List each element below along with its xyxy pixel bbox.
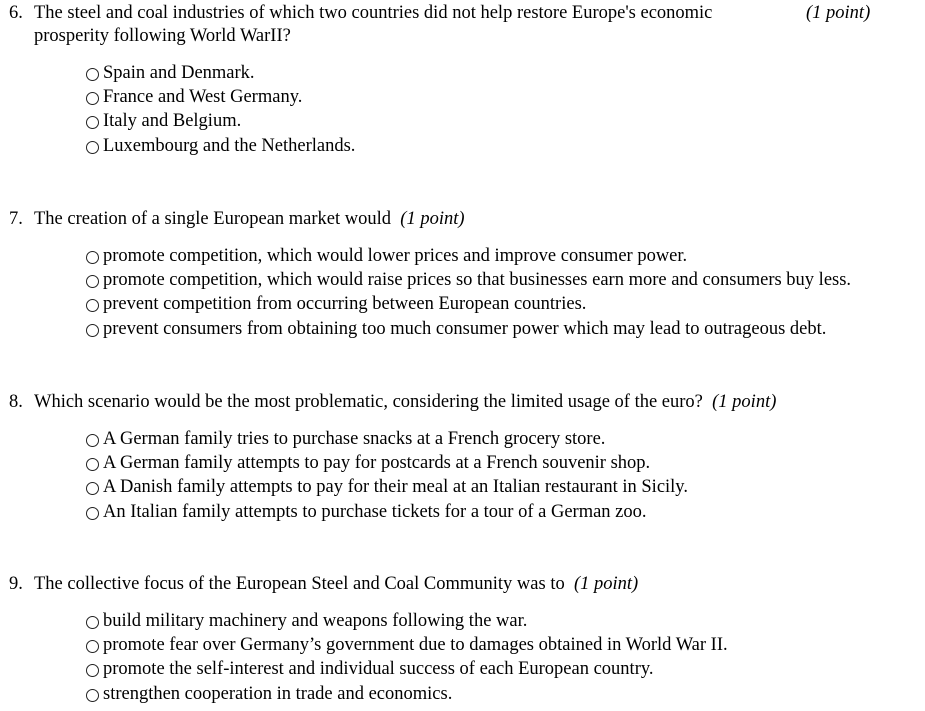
answer-option-label: Spain and Denmark. (103, 62, 255, 83)
answer-option[interactable] (86, 658, 728, 682)
answer-option[interactable] (86, 317, 851, 341)
question-text-with-points (34, 208, 465, 231)
answer-options (86, 244, 851, 341)
answer-option-label: strengthen cooperation in trade and economics. (103, 683, 453, 704)
answer-option-label: A German family attempts to pay for postcards at a French souvenir shop. (103, 452, 651, 473)
question-points: (1 point) (573, 574, 639, 594)
question-number: 6. (9, 3, 23, 23)
radio-button-icon[interactable] (86, 616, 99, 629)
answer-option[interactable] (86, 134, 355, 158)
question-text-continued: prosperity following World WarII? (34, 26, 291, 46)
answer-options (86, 427, 688, 524)
answer-option[interactable] (86, 682, 728, 706)
answer-option-label: A Danish family attempts to pay for their meal at an Italian restaurant in Sicily. (103, 477, 688, 498)
answer-option-label: promote competition, which would lower prices and improve consumer power. (103, 245, 688, 266)
question-number: 8. (9, 392, 23, 412)
radio-button-icon[interactable] (86, 507, 99, 520)
answer-option[interactable] (86, 61, 355, 85)
answer-option-label: build military machinery and weapons following the war. (103, 610, 528, 631)
question-text-with-points (34, 573, 638, 596)
radio-button-icon[interactable] (86, 482, 99, 495)
answer-options (86, 61, 355, 158)
answer-option[interactable] (86, 500, 688, 524)
answer-option-label: Luxembourg and the Netherlands. (103, 135, 356, 156)
answer-option[interactable] (86, 293, 851, 317)
radio-button-icon[interactable] (86, 141, 99, 154)
answer-option-label: An Italian family attempts to purchase tickets for a tour of a German zoo. (103, 501, 647, 522)
answer-option[interactable] (86, 609, 728, 633)
radio-button-icon[interactable] (86, 458, 99, 471)
answer-option[interactable] (86, 451, 688, 475)
radio-button-icon[interactable] (86, 251, 99, 264)
question-number: 7. (9, 209, 23, 229)
answer-option[interactable] (86, 85, 355, 109)
answer-option[interactable] (86, 427, 688, 451)
question-points: (1 point) (712, 392, 777, 412)
radio-button-icon[interactable] (86, 68, 99, 81)
answer-option-label: prevent competition from occurring between European countries. (103, 294, 587, 315)
radio-button-icon[interactable] (86, 640, 99, 653)
answer-option[interactable] (86, 476, 688, 500)
question-text: The creation of a single European market would (34, 209, 392, 229)
question-text: The steel and coal industries of which two countries did not help restore Europe's economic (34, 3, 713, 23)
answer-options (86, 609, 728, 706)
radio-button-icon[interactable] (86, 92, 99, 105)
answer-option[interactable] (86, 244, 851, 268)
radio-button-icon[interactable] (86, 324, 99, 337)
answer-option-label: A German family tries to purchase snacks at a French grocery store. (103, 428, 606, 449)
question-number: 9. (9, 574, 23, 594)
question-points: (1 point) (400, 209, 465, 229)
radio-button-icon[interactable] (86, 116, 99, 129)
radio-button-icon[interactable] (86, 275, 99, 288)
answer-option-label: promote fear over Germany’s government due to damages obtained in World War II. (103, 634, 728, 655)
radio-button-icon[interactable] (86, 689, 99, 702)
question-text-with-points (34, 391, 776, 414)
answer-option-label: prevent consumers from obtaining too much consumer power which may lead to outrageous debt. (103, 318, 827, 339)
question-text: The collective focus of the European Steel and Coal Community was to (34, 574, 565, 594)
answer-option[interactable] (86, 110, 355, 134)
answer-option-label: promote the self-interest and individual success of each European country. (103, 659, 654, 680)
question-points: (1 point) (806, 3, 871, 23)
answer-option-label: France and West Germany. (103, 86, 303, 107)
answer-option-label: Italy and Belgium. (103, 111, 242, 132)
radio-button-icon[interactable] (86, 299, 99, 312)
radio-button-icon[interactable] (86, 664, 99, 677)
answer-option[interactable] (86, 268, 851, 292)
question-text: Which scenario would be the most problematic, considering the limited usage of the euro? (34, 392, 703, 412)
answer-option-label: promote competition, which would raise prices so that businesses earn more and consumers buy less. (103, 269, 852, 290)
radio-button-icon[interactable] (86, 434, 99, 447)
answer-option[interactable] (86, 633, 728, 657)
